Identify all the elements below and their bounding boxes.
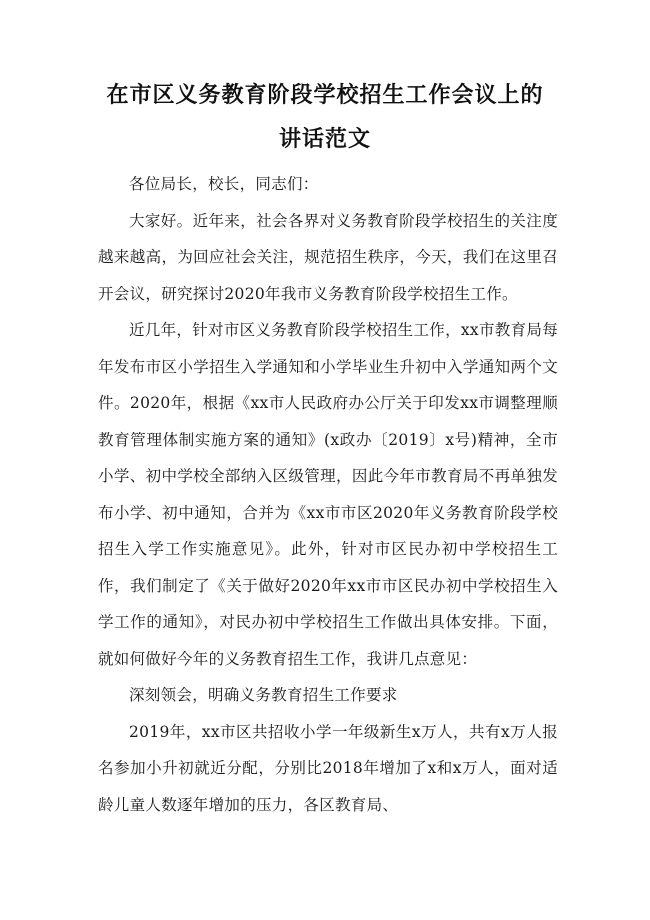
- section-heading: 深刻领会，明确义务教育招生工作要求: [129, 686, 398, 704]
- salutation-paragraph: 各位局长，校长，同志们：: [129, 175, 319, 193]
- body-paragraph: 近几年，针对市区义务教育阶段学校招生工作，xx市教育局每年发布市区小学招生入学通知和小学毕业生升初中入学通知两个文件。2020年，根据《xx市人民政府办公厅关于印发xx市调整理顺教育管理体制实施方案的通知》(x政办〔2019〕x号)精神，全市小学、初中学校全部纳入区级管理，因此今年市教育局不再单独发布小学、初中通知，合并为《xx市市区2020年义务教育阶段学校招生入学工作实施意见》。此外，针对市区民办初中学校招生工作，我们制定了《关于做好2020年xx市市区民办初中学校招生入学工作的通知》，对民办初中学校招生工作做出具体安排。下面，就如何做好今年的义务教育招生工作，我讲几点意见：: [98, 321, 558, 668]
- document-title-line-2: 讲话范文: [278, 127, 371, 152]
- body-paragraph: 大家好。近年来，社会各界对义务教育阶段学校招生的关注度越来越高，为回应社会关注，规范招生秩序，今天，我们在这里召开会议，研究探讨2020年我市义务教育阶段学校招生工作。: [98, 211, 558, 303]
- document-title-line-1: 在市区义务教育阶段学校招生工作会议上的: [106, 83, 544, 108]
- body-paragraph: 2019年，xx市区共招收小学一年级新生x万人，共有x万人报名参加小升初就近分配，分别比2018年增加了x和x万人，面对适龄儿童人数逐年增加的压力，各区教育局、: [98, 722, 558, 814]
- document-body: [98, 166, 558, 823]
